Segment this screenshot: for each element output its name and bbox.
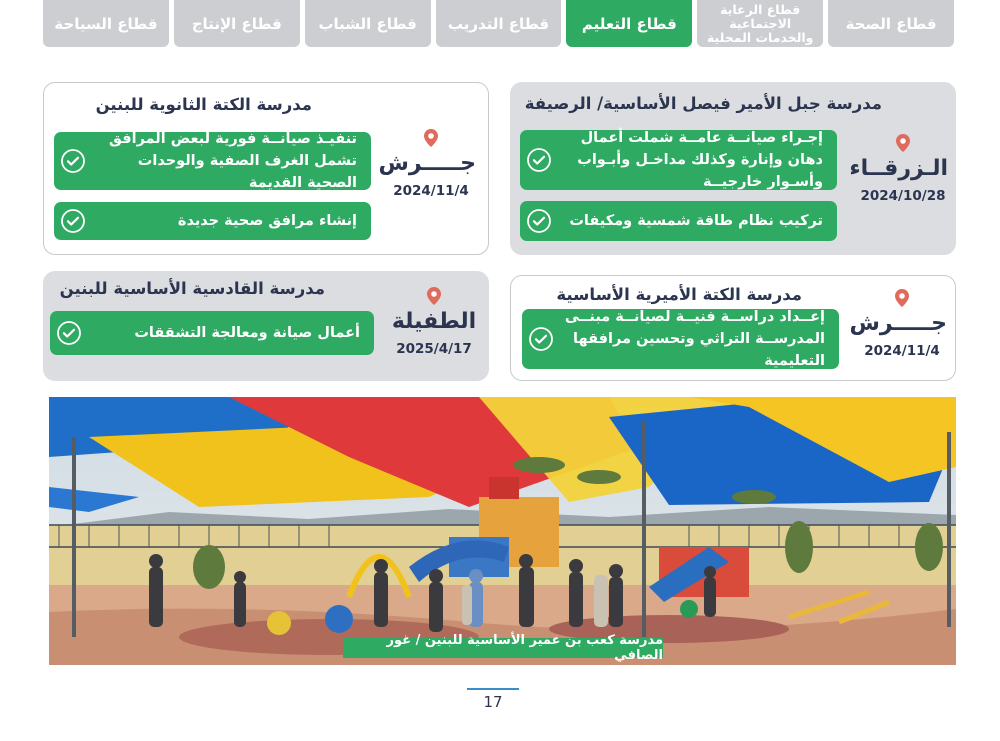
check-circle-icon [61,149,85,173]
location-block [849,289,947,359]
school-title: مدرسة القادسية الأساسية للبنين [59,279,325,298]
tab-youth[interactable]: قطاع الشباب [305,0,431,47]
school-title: مدرسة الكتة الأميرية الأساسية [556,285,802,304]
task-item [520,130,837,190]
task-text: إجـراء صيانــة عامــة شملت أعمال دهان وإنارة وكذلك مداخـل وأبـواب وأسـوار خارجيــة [577,130,823,190]
task-text: أعمال صيانة ومعالجة التشققات [134,325,360,341]
task-text: تنفيـذ صيانــة فورية لبعض المرافق تشمل الغرف الصفية والوحدات الصحية القديمة [109,131,357,191]
tab-social-care[interactable]: قطاع الرعاية الاجتماعية والخدمات المحلية [697,0,823,47]
tab-health[interactable]: قطاع الصحة [828,0,954,47]
task-text: إنشاء مرافق صحية جديدة [177,213,357,229]
tab-tourism[interactable]: قطاع السياحة [43,0,169,47]
location-block [378,129,476,199]
location-block [849,134,948,204]
project-date: 2024/11/4 [393,183,469,199]
map-pin-icon [895,289,909,307]
city-name: جـــــرش [849,311,947,336]
project-date: 2024/10/28 [860,188,946,204]
map-pin-icon [896,134,910,152]
check-circle-icon [527,148,551,172]
tab-training[interactable]: قطاع التدريب [436,0,562,47]
tab-production[interactable]: قطاع الإنتاج [174,0,300,47]
city-name: الطفيلة [391,309,477,334]
city-name: جـــــرش [378,151,476,176]
playground-illustration [49,397,956,665]
task-text: إعــداد دراســة فنيــة لصيانــة مبنــى المدرســة التراثي وتحسين مرافقها التعليمية [564,309,825,369]
school-title: مدرسة جبل الأمير فيصل الأساسية/ الرصيفة [524,94,882,113]
project-card-tafila [43,271,489,381]
map-pin-icon [424,129,438,147]
check-circle-icon [527,209,551,233]
map-pin-icon [427,287,441,305]
task-item [522,309,839,369]
check-circle-icon [57,321,81,345]
school-playground-photo [49,397,956,665]
task-item [50,311,374,355]
location-block [389,287,479,357]
tab-education[interactable]: قطاع التعليم [566,0,692,47]
project-date: 2025/4/17 [396,341,472,357]
project-card-jerash-amiria [510,275,956,381]
page-number-divider [467,688,519,690]
city-name: الـزرقــاء [849,156,948,181]
project-date: 2024/11/4 [864,343,940,359]
project-card-zarqa [510,82,956,255]
page-number: 17 [483,693,503,711]
photo-caption: مدرسة كعب بن عمير الأساسية للبنين / غور الصافي [343,638,663,658]
task-item [54,132,371,190]
check-circle-icon [61,209,85,233]
sector-tabs [43,0,954,47]
check-circle-icon [529,327,553,351]
task-text: تركيب نظام طاقة شمسية ومكيفات [569,213,823,229]
task-item [520,201,837,241]
school-title: مدرسة الكتة الثانوية للبنين [95,95,312,114]
project-card-jerash-secondary [43,82,489,255]
task-item [54,202,371,240]
